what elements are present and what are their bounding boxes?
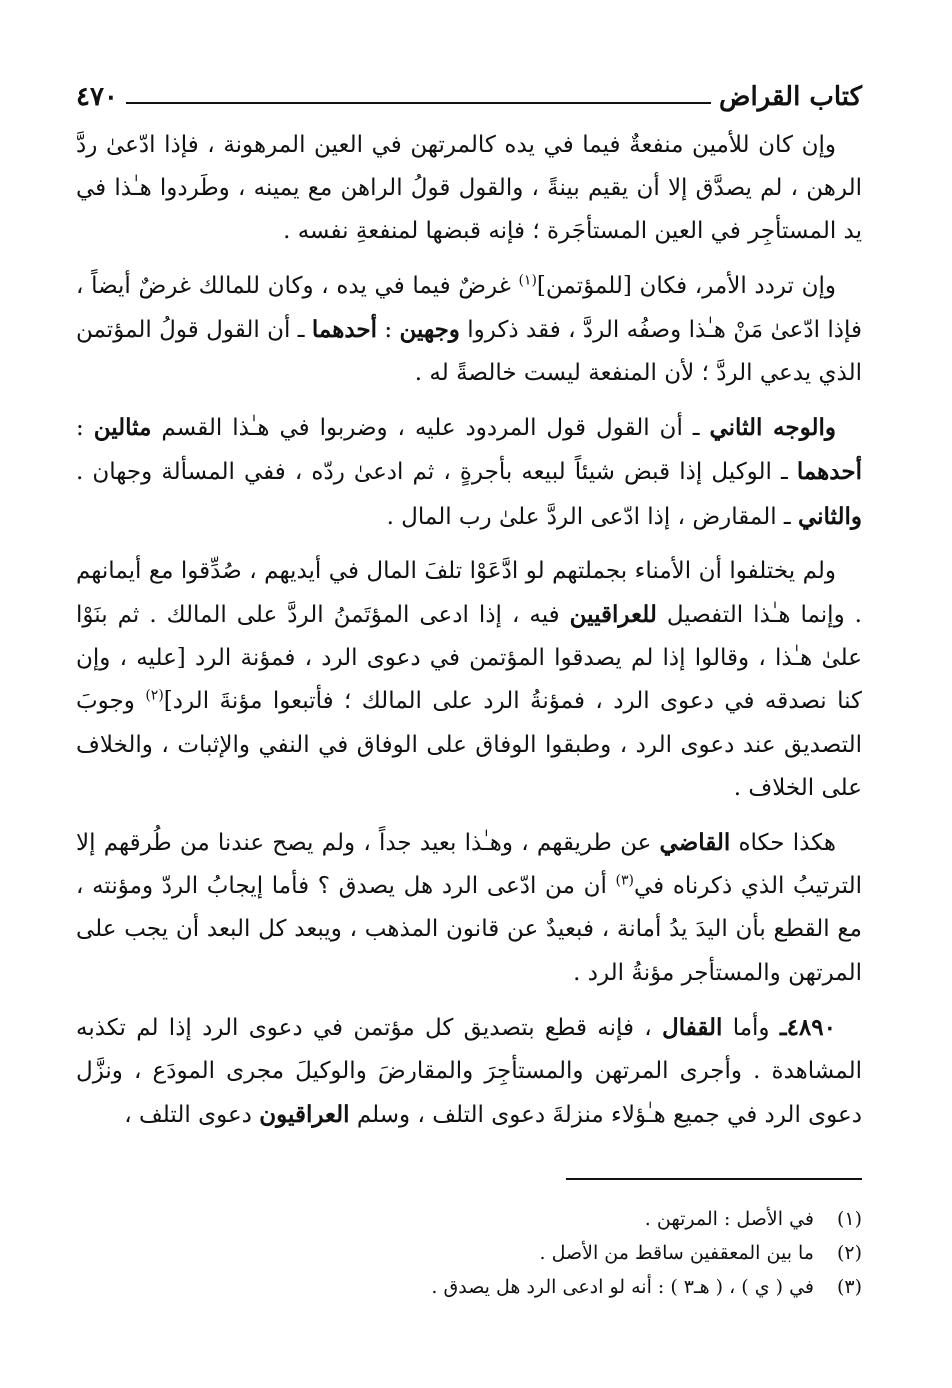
text-run: ـ المقارض ، إذا ادّعى الردَّ علىٰ رب المال . xyxy=(386,503,798,530)
footnote-3 xyxy=(76,1270,862,1304)
bold-term: العراقيون xyxy=(259,1101,350,1129)
bold-term: أحدهما xyxy=(796,458,862,486)
text-run: ـ أن القول قول المردود عليه ، وضربوا في هـٰذا القسم xyxy=(151,415,710,442)
paragraph-2 xyxy=(76,265,862,396)
text-run: أن من ادّعى الرد هل يصدق ؟ فأما إيجابُ الردّ ومؤنته ، مع القطع بأن اليدَ يدُ أمانة ، فبعيدٌ عن قانون المذهب ، ويبعد كل البعد أن يجب على المرتهن والمستأجر مؤنةُ الرد . xyxy=(76,873,862,986)
bold-term: مثالين xyxy=(93,414,152,442)
page-number: ٤٧٠ xyxy=(76,82,118,112)
main-text xyxy=(76,124,862,1137)
text-run: ـ الوكيل إذا قبض شيئاً لبيعه بأجرةٍ ، ثم ادعىٰ ردّه ، ففي المسألة وجهان . xyxy=(76,459,797,486)
footnote-ref-3: (٣) xyxy=(615,872,635,889)
bold-term: والثاني xyxy=(797,502,862,530)
footnote-2 xyxy=(76,1236,862,1270)
bold-term: أحدهما xyxy=(311,315,378,343)
text-run: فيه ، إذا ادعى المؤتَمنُ الردَّ على المالك . ثم بنَوْا علىٰ هـٰذا ، وقالوا إذا لم يصدقوا المؤتمن في دعوى الرد ، فمؤنة الرد [عليه ، وإن كنا نصدقه في دعوى الرد ، فمؤنةُ الرد على المالك ؛ فأتبعوا مؤنةَ الرد] xyxy=(76,602,863,715)
paragraph-5 xyxy=(76,821,862,995)
text-run: : xyxy=(76,415,94,442)
section-number: ٤٨٩٠ـ xyxy=(779,1013,836,1041)
bold-term: وجهين xyxy=(399,315,460,343)
text-run: : xyxy=(377,316,400,343)
footnote-number: (٣) xyxy=(836,1276,862,1298)
paragraph-4 xyxy=(76,550,862,810)
text-run: وإن كان للأمين منفعةٌ فيما في يده كالمرتهن في العين المرهونة ، فإذا ادّعىٰ ردَّ الرهن ، لم يصدَّق إلا أن يقيم بينةً ، والقول قولُ الراهن مع يمينه ، وطَردوا هـٰذا في يد المستأجِر في العين المستأجَرة ؛ فإنه قبضها لمنفعةِ نفسه . xyxy=(76,132,862,245)
footnote-text: ما بين المعقفين ساقط من الأصل . xyxy=(539,1242,814,1264)
text-run: وأما xyxy=(722,1014,780,1041)
footnote-ref-2: (٢) xyxy=(145,687,164,704)
text-run: هكذا حكاه xyxy=(730,830,836,857)
bold-term: للعراقيين xyxy=(569,601,657,629)
footnotes xyxy=(76,1202,862,1304)
footnote-separator xyxy=(566,1178,862,1180)
book-page xyxy=(76,78,862,1318)
paragraph-3 xyxy=(76,406,862,539)
paragraph-6 xyxy=(76,1006,862,1138)
page-header xyxy=(76,78,862,116)
footnote-1 xyxy=(76,1202,862,1236)
header-rule xyxy=(126,102,711,104)
bold-term: والوجه الثاني xyxy=(709,414,836,442)
footnote-number: (٢) xyxy=(836,1242,862,1264)
footnote-ref-1: (١) xyxy=(518,271,537,288)
text-run: وجوبَ التصديق عند دعوى الرد ، وطبقوا الوفاق على الوفاق في النفي والإثبات ، والخلاف على الخلاف . xyxy=(76,688,862,801)
bold-term: القاضي xyxy=(659,829,731,857)
text-run: غرضٌ فيما في يده ، وكان للمالك غرضٌ أيضاً ، فإذا ادّعىٰ مَنْ هـٰذا وصفُه الردَّ ، فقد ذكروا xyxy=(76,272,863,343)
text-run: وإن تردد الأمر، فكان [للمؤتمن] xyxy=(536,272,836,299)
text-run: دعوى التلف ، xyxy=(124,1102,260,1129)
paragraph-1 xyxy=(76,124,862,254)
text-run: ولم يختلفوا أن الأمناء بجملتهم لو ادَّعَوْا تلفَ المال في أيديهم ، صُدِّقوا مع أيمانهم . وإنما هـٰذا التفصيل xyxy=(76,557,862,629)
footnote-text: في ( ي ) ، ( هـ٣ ) : أنه لو ادعى الرد هل يصدق . xyxy=(431,1276,814,1298)
bold-term: القفال xyxy=(662,1013,723,1041)
book-title: كتاب القراض xyxy=(719,82,862,112)
text-run: ـ أن القول قولُ المؤتمن الذي يدعي الردَّ ؛ لأن المنفعة ليست خالصةً له . xyxy=(76,316,862,387)
footnote-number: (١) xyxy=(836,1208,862,1230)
text-run: ، فإنه قطع بتصديق كل مؤتمن في دعوى الرد إذا لم تكذبه المشاهدة . وأجرى المرتهن والمستأجِرَ والمقارضَ والوكيلَ مجرى المودَع ، ونزَّل دعوى الرد في جميع هـٰؤلاء منزلةَ دعوى التلف ، وسلم xyxy=(76,1014,862,1129)
text-run: عن طريقهم ، وهـٰذا بعيد جداً ، ولم يصح عندنا من طُرقهم إلا الترتيبُ الذي ذكرناه في xyxy=(76,830,862,900)
footnote-text: في الأصل : المرتهن . xyxy=(644,1208,814,1230)
